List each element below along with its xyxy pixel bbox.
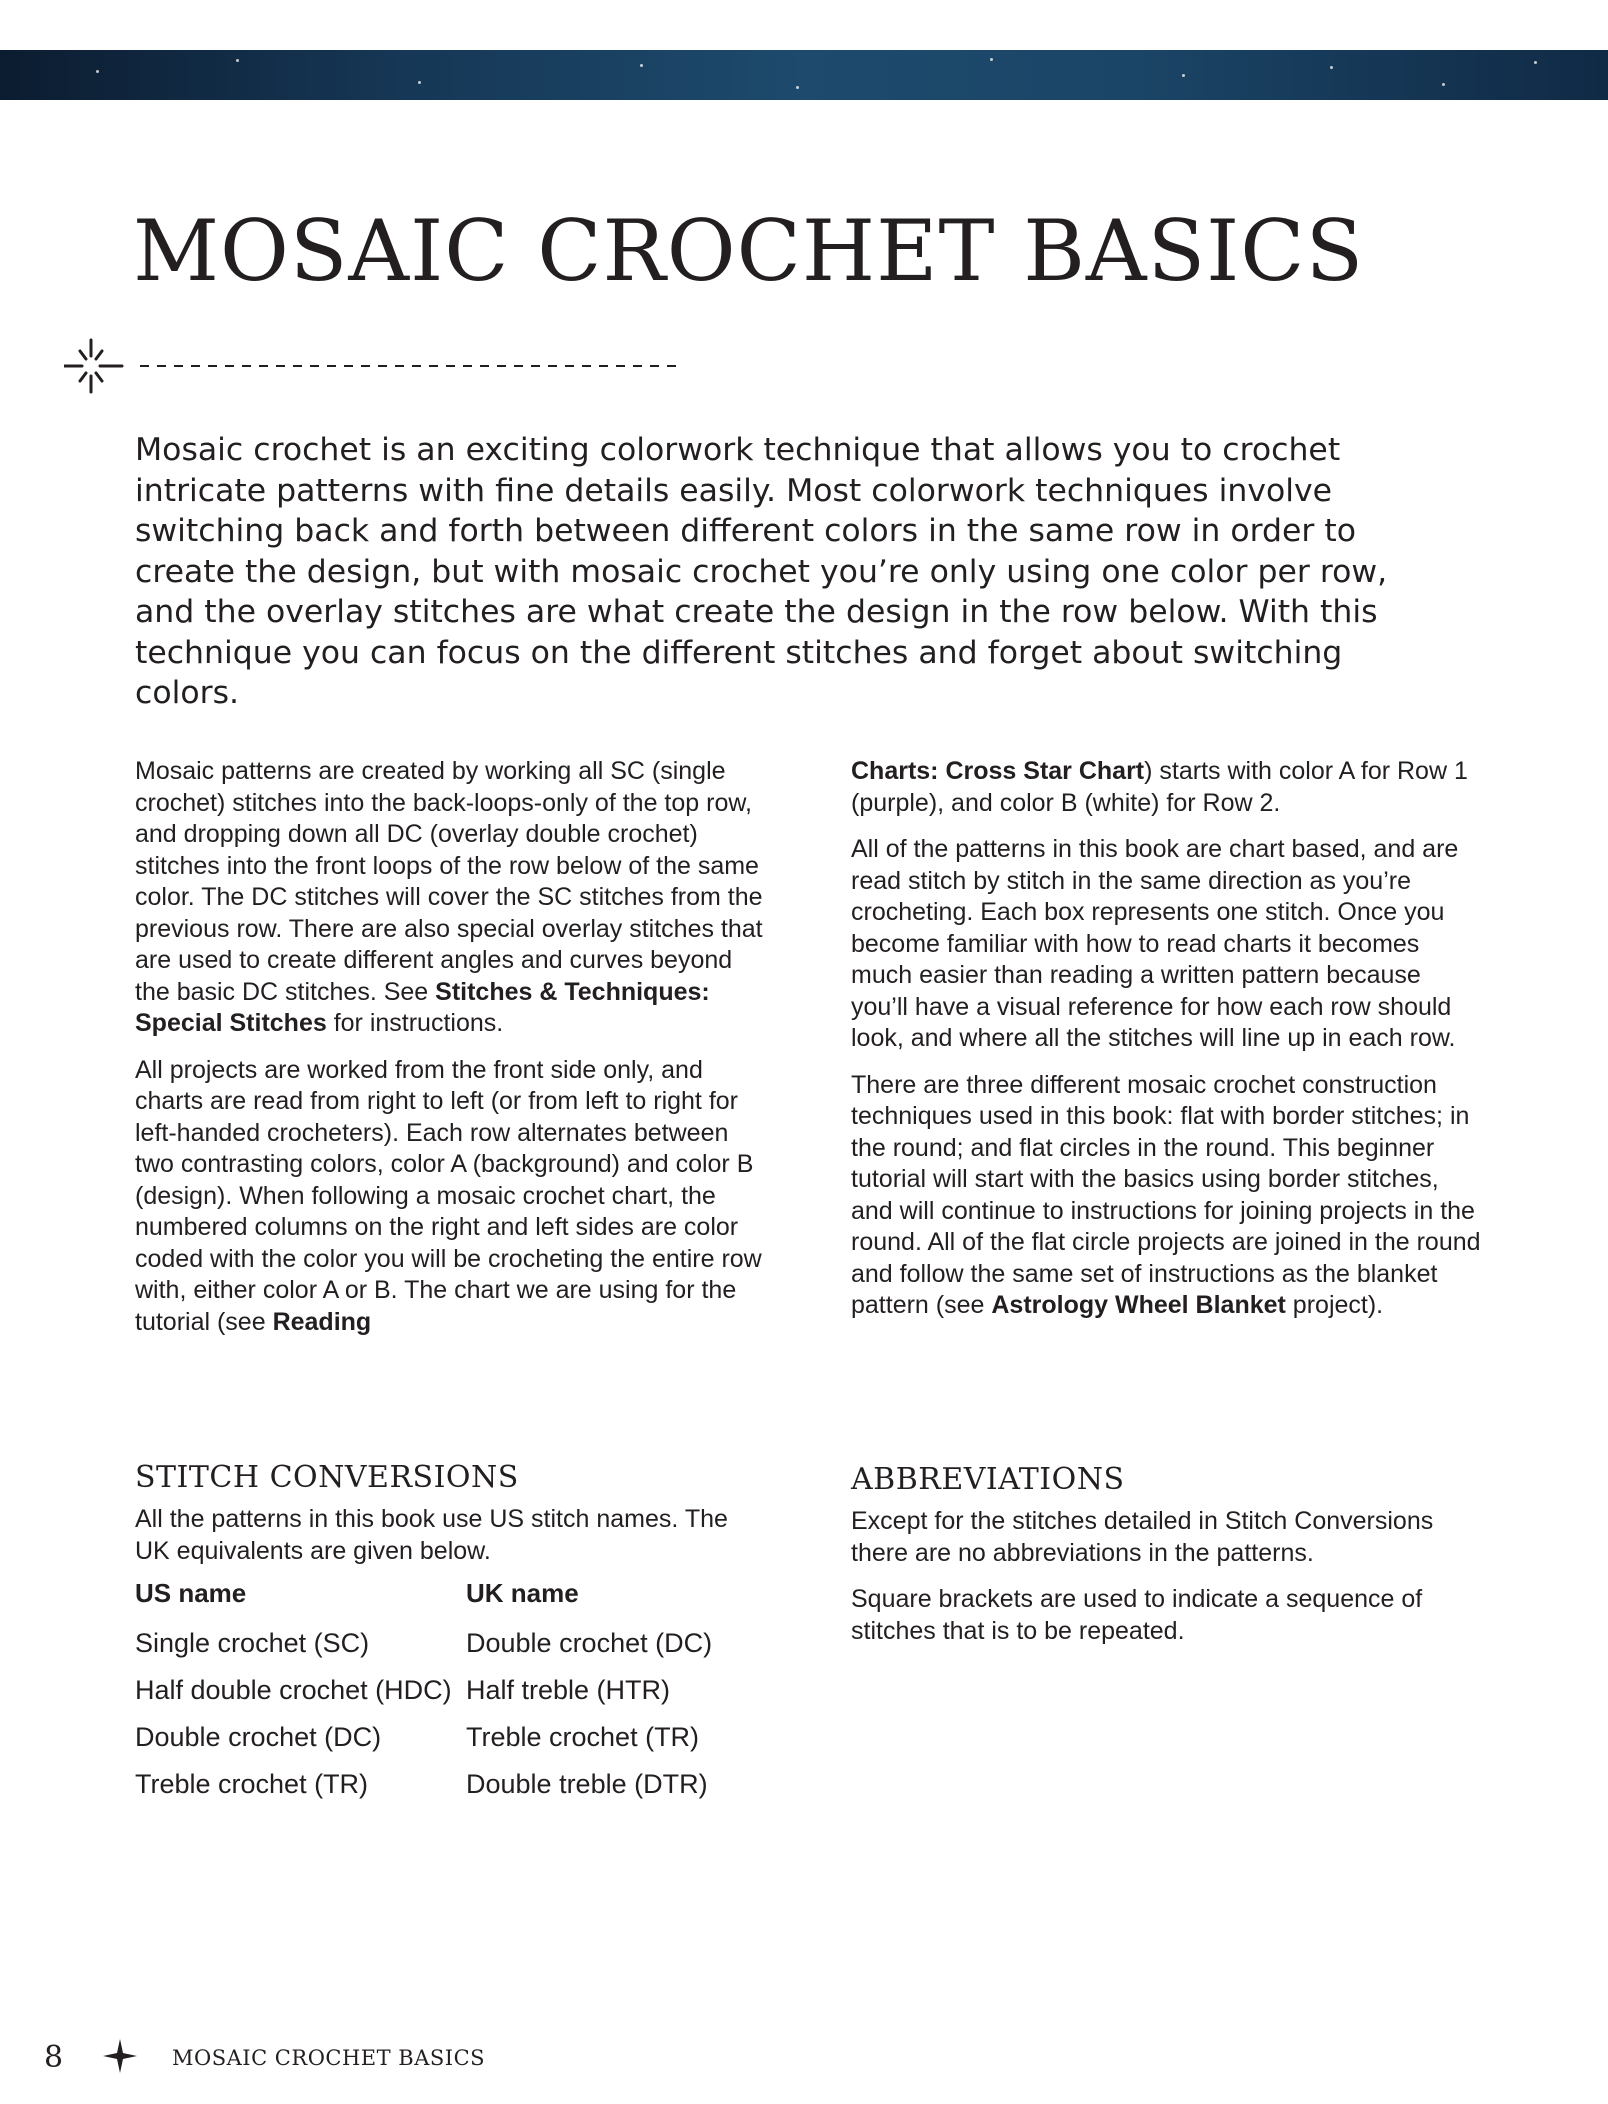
abbreviations-heading: ABBREVIATIONS [851, 1462, 1125, 1497]
table-header-row [135, 1578, 712, 1628]
sparkle-icon [64, 340, 122, 392]
page-title: MOSAIC CROCHET BASICS [133, 202, 1365, 300]
banner-star [1330, 66, 1333, 69]
column-header-us: US name [135, 1578, 247, 1608]
uk-stitch-name: Treble crochet (TR) [466, 1722, 700, 1752]
banner-star [1442, 83, 1445, 86]
body-paragraph: Except for the stitches detailed in Stitch Conversions there are no abbreviations in the patterns. [851, 1507, 1434, 1567]
table-row [135, 1628, 712, 1675]
column-header-uk: UK name [466, 1578, 579, 1608]
intro-paragraph: Mosaic crochet is an exciting colorwork technique that allows you to crochet intricate patterns with fine details easily. Most colorwork techniques involve switching back and forth between different colors in the same row in order to create the design, but with mosaic crochet you’re only using one color per row, and the overlay stitches are what create the design in the row below. With this technique you can focus on the different stitches and forget about switching colors. [135, 432, 1388, 711]
banner-star [96, 70, 99, 73]
body-paragraph: Charts: Cross Star Chart) starts with color A for Row 1 (purple), and color B (white) for Row 2. [851, 757, 1468, 817]
banner-star [418, 81, 421, 84]
us-stitch-name: Treble crochet (TR) [135, 1769, 369, 1799]
cross-reference: Stitches & Techniques: Special Stitches [135, 977, 710, 1037]
cross-reference: Astrology Wheel Blanket [991, 1291, 1286, 1319]
banner-star [1534, 61, 1537, 64]
body-paragraph: All of the patterns in this book are chart based, and are read stitch by stitch in the same direction as you’re crocheting. Each box represents one stitch. Once you become familiar with how to read charts it becomes much easier than reading a written pattern because you’ll have a visual reference for how each row should look, and where all the stitches will line up in each row. [851, 835, 1459, 1052]
us-stitch-name: Double crochet (DC) [135, 1722, 382, 1752]
uk-stitch-name: Double crochet (DC) [466, 1628, 713, 1658]
running-title: MOSAIC CROCHET BASICS [172, 2046, 486, 2070]
stitch-conversions-intro: All the patterns in this book use US stitch names. The UK equivalents are given below. [135, 1505, 728, 1565]
stitch-conversions-heading: STITCH CONVERSIONS [135, 1460, 519, 1495]
cross-reference: Reading [272, 1307, 372, 1336]
body-paragraph: There are three different mosaic crochet construction techniques used in this book: flat with border stitches; in the round; and flat circles in the round. This beginner tutorial will start with the basics using border stitches, and will continue to instructions for joining projects in the round. All of the flat circle projects are joined in the round and follow the same set of instructions as the blanket pattern (see Astrology Wheel Blanket project). [851, 1070, 1481, 1319]
uk-stitch-name: Double treble (DTR) [466, 1769, 708, 1799]
us-stitch-name: Half double crochet (HDC) [135, 1675, 452, 1705]
body-paragraph: All projects are worked from the front side only, and charts are read from right to left (or from left to right for left-handed crocheters). Each row alternates between two contrasting colors, color A (background) and color B (design). When following a mosaic crochet chart, the numbered columns on the right and left sides are color coded with the color you will be crocheting the entire row with, either color A or B. The chart we are using for the tutorial (see Reading [135, 1055, 762, 1336]
banner-star [796, 86, 799, 89]
us-stitch-name: Single crochet (SC) [135, 1628, 370, 1658]
top-banner [0, 50, 1608, 100]
left-column [135, 756, 765, 1353]
body-paragraph: Square brackets are used to indicate a sequence of stitches that is to be repeated. [851, 1585, 1423, 1645]
table-row [135, 1722, 712, 1769]
banner-star [990, 58, 993, 61]
uk-stitch-name: Half treble (HTR) [466, 1675, 671, 1705]
page-number: 8 [44, 2040, 64, 2075]
cross-reference: Charts: Cross Star Chart [851, 757, 1145, 785]
stitch-conversion-table [135, 1578, 712, 1816]
table-row [135, 1769, 712, 1816]
title-divider [64, 338, 684, 394]
banner-star [236, 59, 239, 62]
star-icon [103, 2039, 137, 2073]
right-column [851, 756, 1481, 1337]
banner-star [1182, 74, 1185, 77]
banner-star [640, 64, 643, 67]
abbreviations-section [851, 1506, 1441, 1662]
body-paragraph: Mosaic patterns are created by working all SC (single crochet) stitches into the back-loops-only of the top row, and dropping down all DC (overlay double crochet) stitches into the front loops of the row below of the same color. The DC stitches will cover the SC stitches from the previous row. There are also special overlay stitches that are used to create different angles and curves beyond the basic DC stitches. See Stitches & Techniques: Special Stitches for instructions. [135, 757, 763, 1037]
table-row [135, 1675, 712, 1722]
